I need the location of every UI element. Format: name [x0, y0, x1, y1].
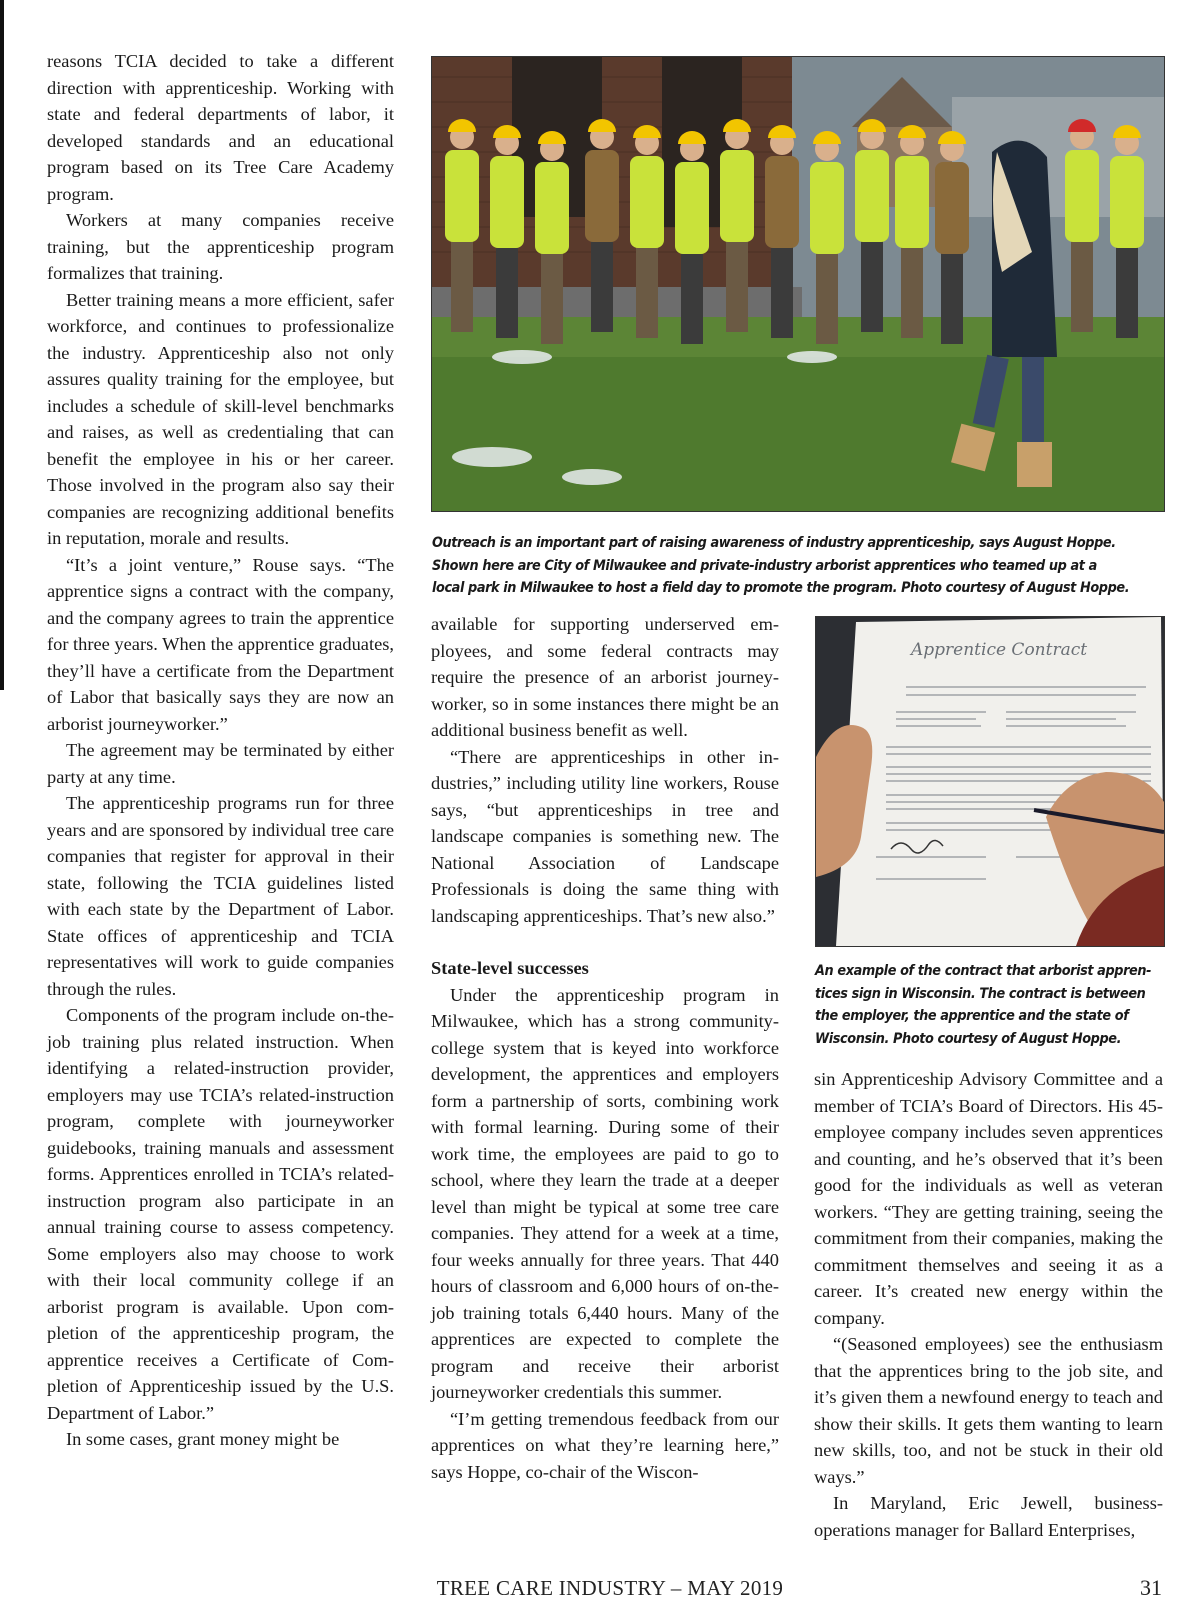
paragraph: “There are apprenticeships in other industries,” including utility line workers, Rouse says, “but apprenticeships in tree and landscape companies is something new. The National Association of Landscape Professionals is doing the same thing with landscaping apprenticeships. That’s new also.” — [431, 746, 779, 926]
paragraph: available for supporting underserved employees, and some federal contracts may require the presence of an arborist journeyworker, so in some instances there might be an additional business benefit as well. — [431, 614, 779, 740]
photo-caption: An example of the contract that arborist apprentices sign in Wisconsin. The contract is between the employer, the apprentice and the state of Wisconsin. Photo courtesy of August Hoppe. — [815, 963, 1152, 1047]
paragraph: Workers at many companies receive training, but the apprenticeship program formalizes that training. — [47, 210, 394, 283]
paragraph: “I’m getting tremendous feedback from our apprentices on what they’re learning here,” says Hoppe, co-chair of the Wiscon- — [431, 1408, 779, 1482]
contract-photo-illustration — [816, 617, 1164, 946]
apprentices-field-day-photo — [431, 56, 1165, 512]
article-column-1 — [47, 48, 394, 1453]
paragraph: Components of the program include on-the-job training plus related instruction. When identifying a related-instruction provider, employers may use TCIA’s related-instruction program, complete with journeyworker guidebooks, training manuals and assessment forms. Apprentices enrolled in TCIA’s related-instruction program also participate in an annual training course to assess competency. Some employers also may choose to work with their local community college if an arborist program is available. Upon completion of the apprenticeship program, the apprentice receives a Certificate of Completion of Apprenticeship issued by the U.S. Department of Labor.” — [47, 1005, 394, 1423]
page-edge-bleed — [0, 0, 4, 690]
contract-title: Apprentice Contract — [911, 640, 1088, 660]
paragraph: sin Apprenticeship Advisory Committee and a member of TCIA’s Board of Directors. His 45-employee company includes seven apprentices and counting, and he’s observed that it’s been good for the individuals as well as veteran workers. “They are getting training, seeing the commitment from their companies, making the commitment themselves and seeing it as a career. It’s created new energy within the company. — [814, 1069, 1163, 1328]
paragraph: Under the apprenticeship program in Milwaukee, which has a strong community-college system that is keyed into workforce development, the apprentices and employers form a partnership of sorts, combining work with formal learning. During some of their work time, the employees are paid to go to school, where they learn the trade at a deeper level than might be typical at some tree care companies. They attend for a week at a time, four weeks annually for three years. That 440 hours of classroom and 6,000 hours of on-the-job training totals 6,440 hours. Many of the apprentices are expected to complete the program and receive their arborist journeyworker credentials this summer. — [431, 984, 779, 1402]
crowd-photo-illustration — [432, 57, 1164, 511]
photo-caption: Outreach is an important part of raising awareness of industry apprenticeship, says August Hoppe. Shown here are City of Milwaukee and private-industry arborist apprentices who teamed up at a local park in Milwaukee to host a field day to promote the program. Photo courtesy of August Hoppe. — [432, 535, 1130, 596]
paragraph: “(Seasoned employees) see the enthusiasm that the apprentices bring to the job site, and it’s given them a newfound energy to teach and show their skills. It gets them wanting to learn new skills, too, and not be stuck in their old ways.” — [814, 1334, 1163, 1487]
paragraph: Better training means a more efficient, safer workforce, and continues to professionalize the industry. Apprenticeship also not only assures quality training for the employee, but includes a schedule of skill-level benchmarks and raises, as well as credentialing that can benefit the employee in his or her career. Those involved in the program also say their companies are recognizing additional benefits in reputation, morale and results. — [47, 289, 394, 548]
article-column-2 — [431, 611, 779, 1485]
section-subhead: State-level successes — [431, 958, 589, 978]
paragraph: reasons TCIA decided to take a different direction with apprenticeship. Working with state and federal departments of labor, it developed standards and an educational program based on its Tree Care Academy program. — [47, 51, 394, 204]
page-number: 31 — [1140, 1575, 1162, 1600]
paragraph: In some cases, grant money might be — [66, 1429, 340, 1449]
paragraph: In Maryland, Eric Jewell, business-operations manager for Ballard Enterprises, — [814, 1493, 1163, 1540]
paragraph: The agreement may be terminated by either party at any time. — [47, 740, 394, 787]
paragraph: The apprenticeship programs run for three years and are sponsored by individual tree care companies that register for approval in their state, following the TCIA guidelines listed with each state by the Department of Labor. State offices of apprenticeship and TCIA representatives will work to guide companies through the rules. — [47, 793, 394, 999]
publication-footer: TREE CARE INDUSTRY – MAY 2019 — [436, 1576, 784, 1600]
contract-signing-photo — [815, 616, 1165, 947]
article-column-3 — [814, 1066, 1163, 1543]
paragraph: “It’s a joint venture,” Rouse says. “The apprentice signs a contract with the company, and the company agrees to train the apprentice for three years. When the apprentice graduates, they’ll have a certificate from the Department of Labor that basically says they are now an arborist journeyworker.” — [47, 554, 394, 734]
